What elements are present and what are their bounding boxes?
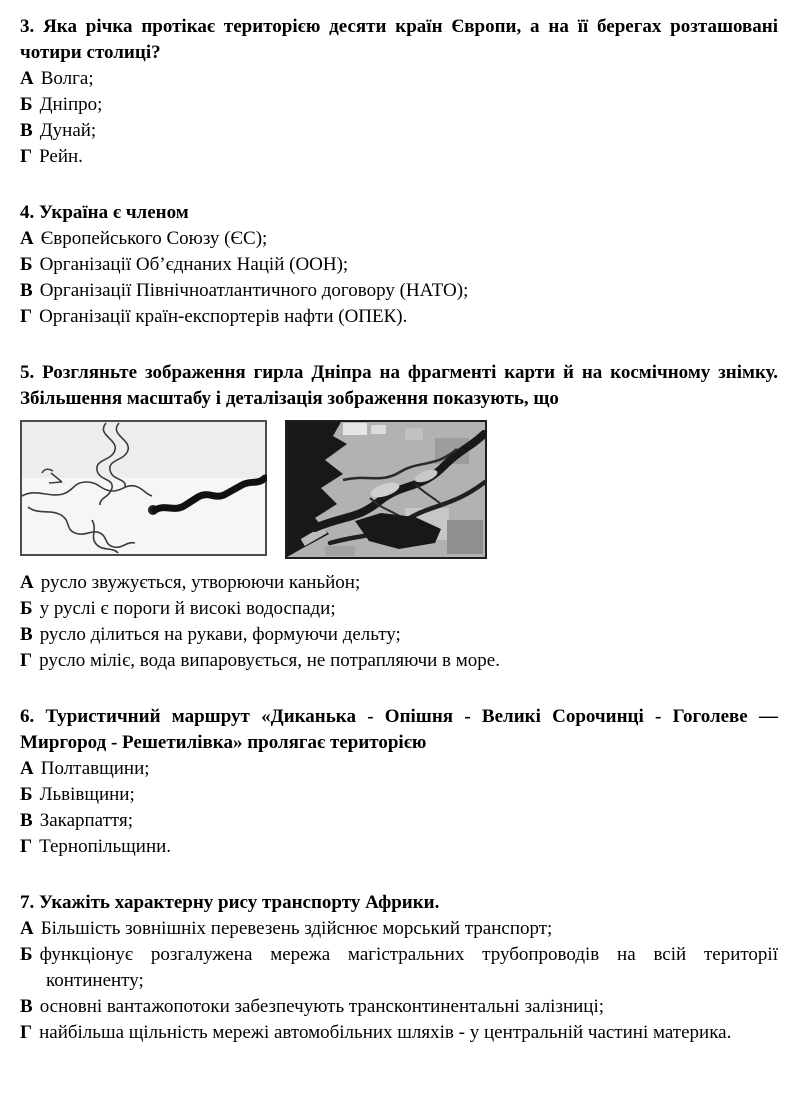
option-text: Рейн. bbox=[39, 146, 83, 167]
option-text: Організації Об’єднаних Націй (ООН); bbox=[39, 254, 349, 275]
option-letter: А bbox=[20, 572, 34, 593]
option-letter: Г bbox=[20, 650, 33, 671]
option-text: русло ділиться на рукави, формуючи дельту; bbox=[39, 624, 401, 645]
question-6-heading: 6. Туристичний маршрут «Диканька - Опішня - Великі Сорочинці - Гоголеве — Миргород - Решетилівка» пролягає територією bbox=[20, 706, 778, 753]
question-7-heading: 7. Укажіть характерну рису транспорту Африки. bbox=[20, 892, 440, 913]
question-5-figures bbox=[20, 420, 778, 559]
question-4-option-b bbox=[20, 252, 778, 278]
option-text: Організації країн-експортерів нафти (ОПЕК). bbox=[39, 306, 408, 327]
question-4-heading: 4. Україна є членом bbox=[20, 202, 189, 223]
option-text: Більшість зовнішніх перевезень здійснює морський транспорт; bbox=[40, 918, 553, 939]
question-4-option-a bbox=[20, 226, 778, 252]
question-7-option-g bbox=[20, 1020, 778, 1046]
option-text: Волга; bbox=[40, 68, 94, 89]
question-7-option-v bbox=[20, 994, 778, 1020]
option-text: найбільша щільність мережі автомобільних шляхів - у центральній частині материка. bbox=[39, 1022, 732, 1043]
option-text: Львівщини; bbox=[39, 784, 135, 805]
option-text: Закарпаття; bbox=[39, 810, 133, 831]
question-3-option-g bbox=[20, 144, 778, 170]
option-text: Дніпро; bbox=[39, 94, 103, 115]
question-3-option-a bbox=[20, 66, 778, 92]
option-letter: А bbox=[20, 68, 34, 89]
question-5 bbox=[20, 360, 778, 674]
question-6 bbox=[20, 704, 778, 860]
option-letter: А bbox=[20, 918, 34, 939]
option-letter: Б bbox=[20, 598, 33, 619]
question-6-option-a bbox=[20, 756, 778, 782]
question-6-option-v bbox=[20, 808, 778, 834]
option-text: Дунай; bbox=[39, 120, 97, 141]
satellite-photo-image bbox=[285, 420, 487, 559]
question-3-option-v bbox=[20, 118, 778, 144]
option-letter: В bbox=[20, 996, 33, 1017]
option-letter: Б bbox=[20, 784, 33, 805]
question-3 bbox=[20, 14, 778, 170]
option-letter: А bbox=[20, 758, 34, 779]
question-4 bbox=[20, 200, 778, 330]
option-text: русло міліє, вода випаровується, не потрапляючи в море. bbox=[39, 650, 500, 671]
question-5-heading: 5. Розгляньте зображення гирла Дніпра на фрагменті карти й на космічному знімку. Збільшення масштабу і деталізація зображення показують, що bbox=[20, 362, 778, 409]
option-letter: В bbox=[20, 624, 33, 645]
question-3-heading: 3. Яка річка протікає територією десяти країн Європи, а на її берегах розташовані чотири столиці? bbox=[20, 16, 778, 63]
option-text: русло звужується, утворюючи каньйон; bbox=[40, 572, 361, 593]
option-letter: В bbox=[20, 810, 33, 831]
option-letter: Б bbox=[20, 944, 33, 965]
option-text: функціонує розгалужена мережа магістральних трубопроводів на всій території континенту; bbox=[39, 944, 778, 991]
option-text: основні вантажопотоки забезпечують трансконтинентальні залізниці; bbox=[39, 996, 605, 1017]
map-fragment-image bbox=[20, 420, 267, 556]
question-7-option-b bbox=[20, 942, 778, 994]
option-text: Організації Північноатлантичного договору (НАТО); bbox=[39, 280, 469, 301]
option-letter: Г bbox=[20, 146, 33, 167]
option-letter: Г bbox=[20, 836, 33, 857]
option-letter: Г bbox=[20, 1022, 33, 1043]
question-6-option-b bbox=[20, 782, 778, 808]
question-5-option-a bbox=[20, 570, 778, 596]
option-text: Тернопільщини. bbox=[39, 836, 172, 857]
question-3-option-b bbox=[20, 92, 778, 118]
question-5-option-b bbox=[20, 596, 778, 622]
option-text: Європейського Союзу (ЄС); bbox=[40, 228, 268, 249]
option-letter: В bbox=[20, 280, 33, 301]
option-letter: Б bbox=[20, 94, 33, 115]
option-letter: Б bbox=[20, 254, 33, 275]
question-7-option-a bbox=[20, 916, 778, 942]
question-4-option-g bbox=[20, 304, 778, 330]
question-4-option-v bbox=[20, 278, 778, 304]
option-letter: Г bbox=[20, 306, 33, 327]
option-letter: В bbox=[20, 120, 33, 141]
option-text: Полтавщини; bbox=[40, 758, 150, 779]
question-5-option-g bbox=[20, 648, 778, 674]
option-text: у руслі є пороги й високі водоспади; bbox=[39, 598, 336, 619]
question-7 bbox=[20, 890, 778, 1046]
question-6-option-g bbox=[20, 834, 778, 860]
question-5-option-v bbox=[20, 622, 778, 648]
option-letter: А bbox=[20, 228, 34, 249]
